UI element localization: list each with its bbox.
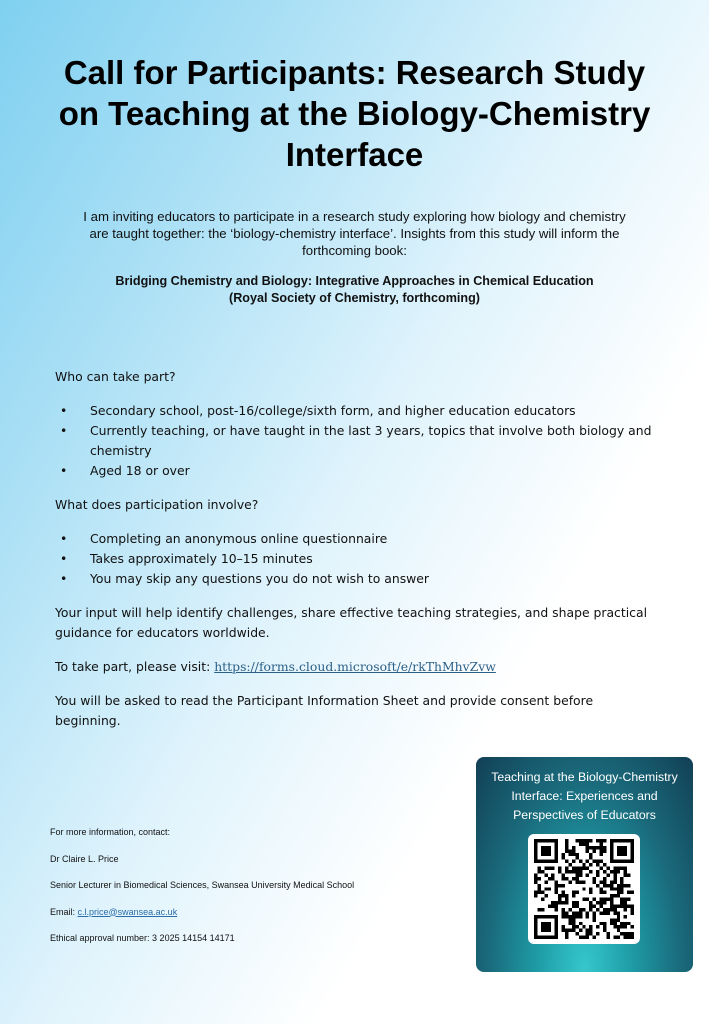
list-item: • Takes approximately 10–15 minutes — [55, 549, 655, 569]
contact-section — [50, 827, 450, 960]
ethics-number: Ethical approval number: 3 2025 14154 14171 — [50, 933, 235, 943]
survey-card — [476, 757, 693, 972]
visit-label: To take part, please visit: — [55, 659, 215, 674]
email-link[interactable]: c.l.price@swansea.ac.uk — [77, 906, 178, 917]
survey-link[interactable]: https://forms.cloud.microsoft/e/rkThMhvZvw — [214, 659, 496, 674]
bullet-icon: • — [60, 423, 68, 438]
bullet-icon: • — [60, 531, 68, 546]
who-list — [55, 401, 655, 481]
contact-email — [50, 907, 450, 918]
visit-paragraph — [55, 657, 655, 677]
contact-heading: For more information, contact: — [50, 827, 171, 837]
book-title: Bridging Chemistry and Biology: Integrative Approaches in Chemical Education — [115, 274, 594, 288]
book-reference — [80, 273, 629, 307]
bullet-icon: • — [60, 463, 68, 478]
list-item: • You may skip any questions you do not wish to answer — [55, 569, 655, 589]
list-item: • Completing an anonymous online questionnaire — [55, 529, 655, 549]
involve-list — [55, 529, 655, 589]
list-item: • Currently teaching, or have taught in the last 3 years, topics that involve both biology and chemistry — [60, 423, 652, 458]
details-section — [55, 367, 655, 731]
email-label: Email: — [50, 906, 78, 917]
involve-heading: What does participation involve? — [55, 497, 259, 512]
qr-code-icon — [534, 839, 634, 939]
impact-paragraph: Your input will help identify challenges, share effective teaching strategies, and shape practical guidance for educators worldwide. — [55, 605, 648, 640]
card-title: Teaching at the Biology-Chemistry Interface: Experiences and Perspectives of Educators — [491, 770, 678, 822]
bullet-icon: • — [60, 403, 68, 418]
page-title: Call for Participants: Research Study on Teaching at the Biology-Chemistry Interface — [58, 54, 651, 173]
consent-paragraph: You will be asked to read the Participant Information Sheet and provide consent before beginning. — [55, 693, 594, 728]
bullet-icon: • — [60, 571, 68, 586]
qr-code[interactable] — [528, 834, 640, 944]
list-item: • Secondary school, post-16/college/sixth form, and higher education educators — [55, 401, 655, 421]
intro-paragraph: I am inviting educators to participate in a research study exploring how biology and chemistry are taught together: the ‘biology-chemistry interface’. Insights from this study will inform the forthcoming book: — [83, 209, 626, 258]
who-heading: Who can take part? — [55, 369, 176, 384]
book-publisher: (Royal Society of Chemistry, forthcoming) — [229, 291, 480, 305]
bullet-icon: • — [60, 551, 68, 566]
contact-name: Dr Claire L. Price — [50, 853, 119, 864]
contact-role: Senior Lecturer in Biomedical Sciences, Swansea University Medical School — [50, 880, 355, 890]
list-item: • Aged 18 or over — [55, 461, 655, 481]
